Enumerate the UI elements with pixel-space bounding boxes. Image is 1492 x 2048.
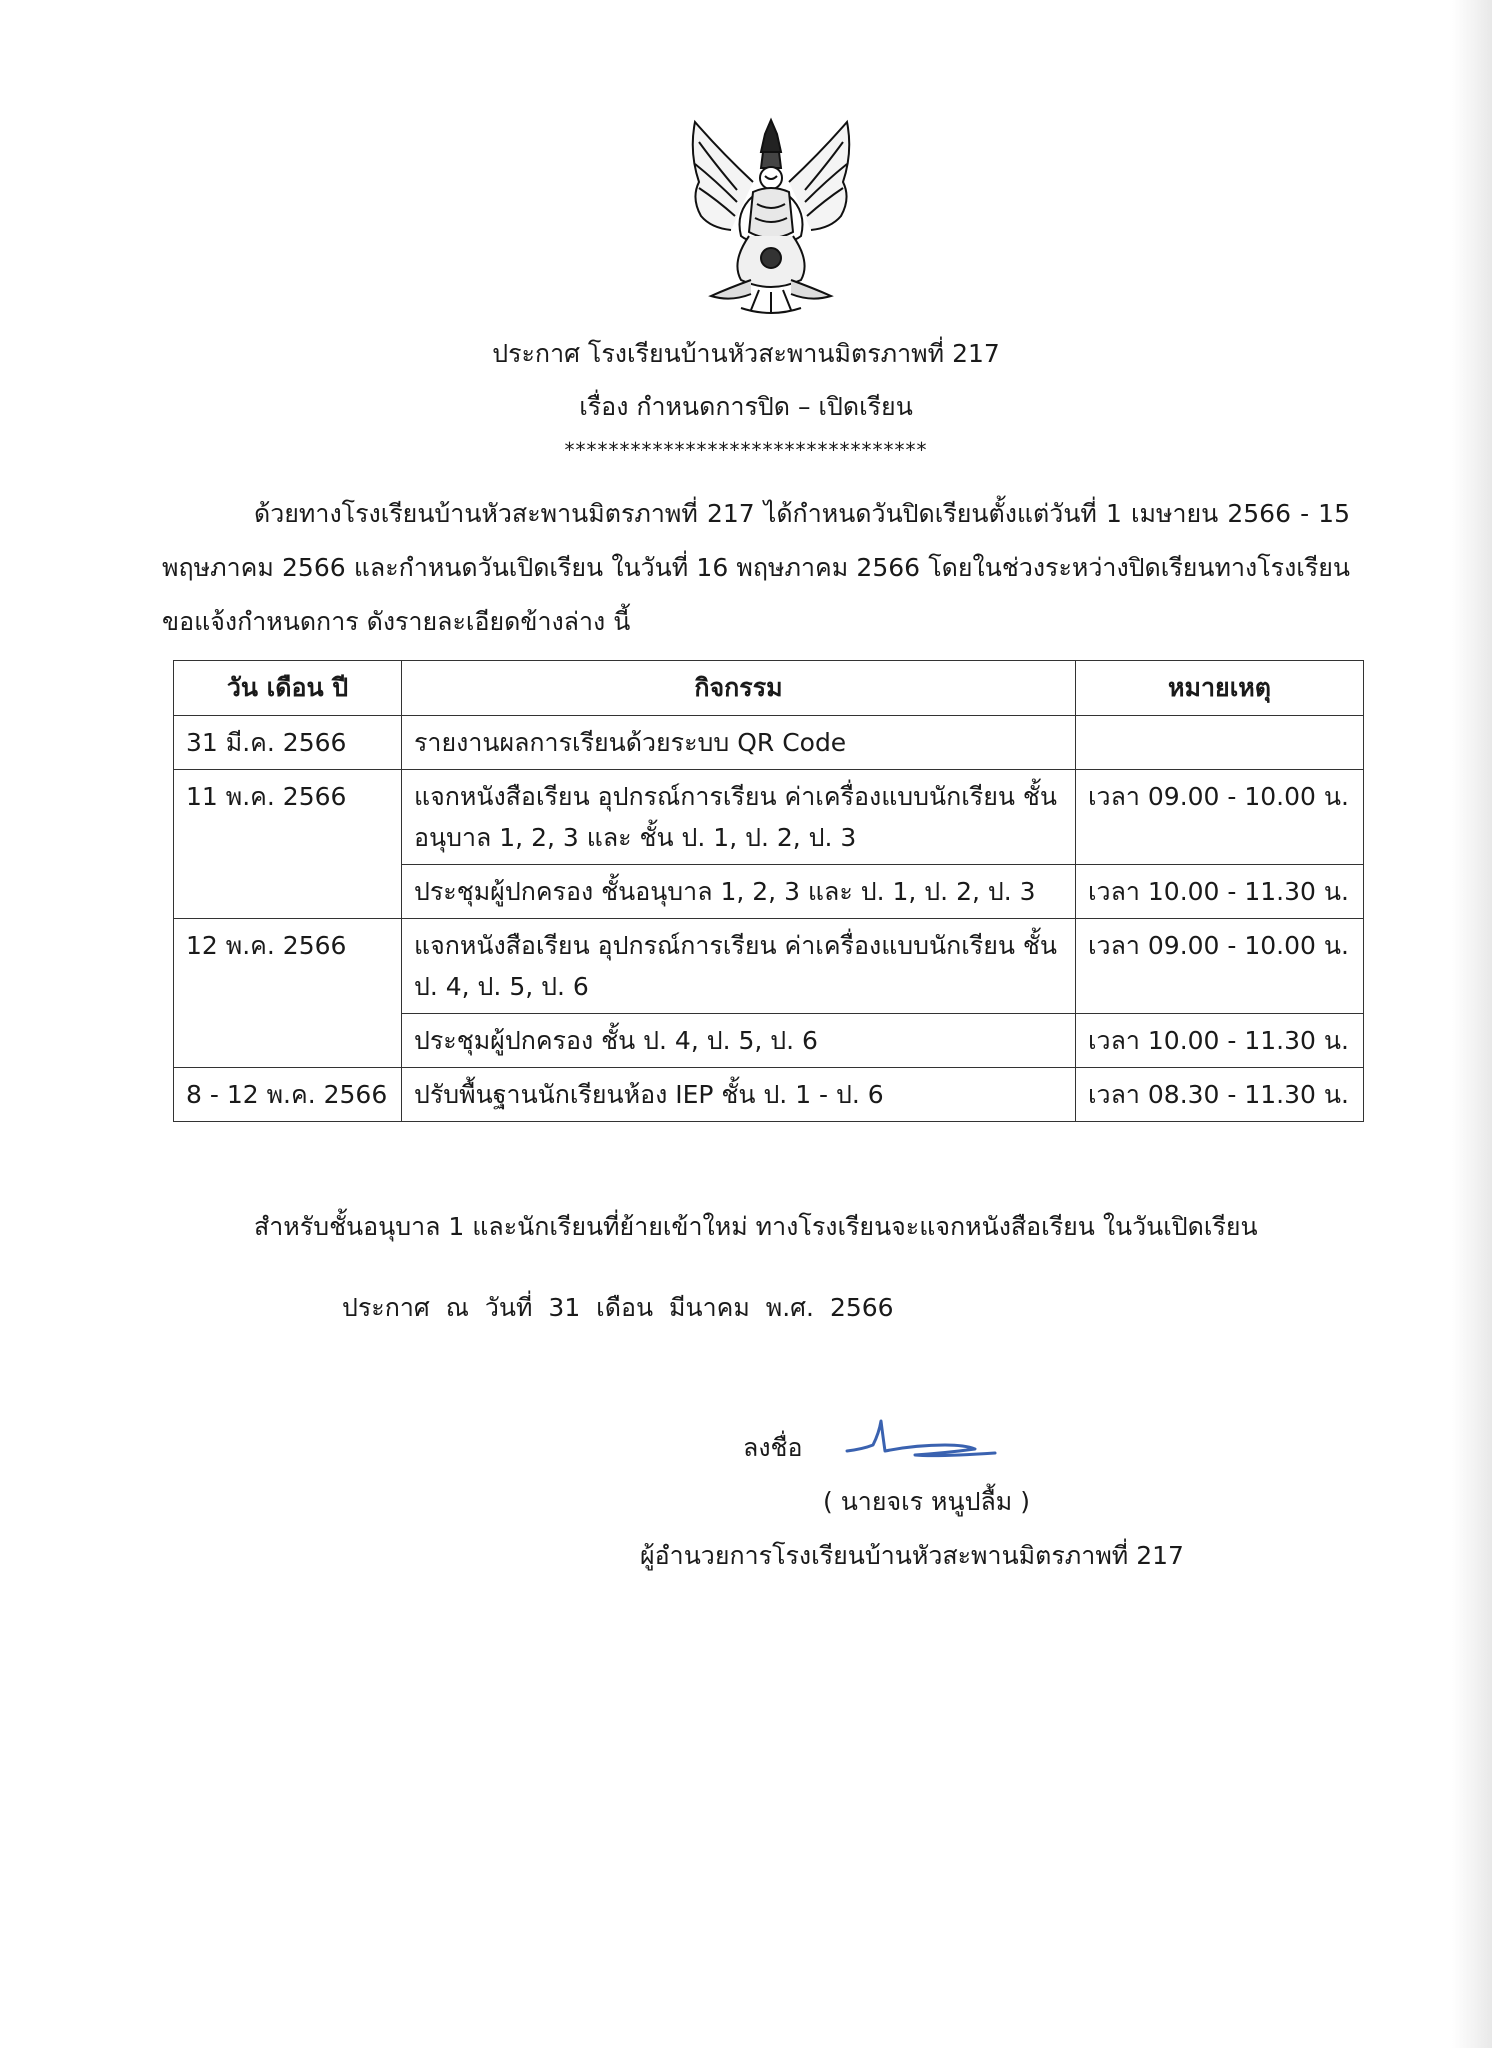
header-note: หมายเหตุ: [1076, 661, 1364, 716]
table-header-row: [174, 661, 1364, 716]
row-activity: แจกหนังสือเรียน อุปกรณ์การเรียน ค่าเครื่องแบบนักเรียน ชั้น อนุบาล 1, 2, 3 และ ชั้น ป. 1, ป. 2, ป. 3: [402, 770, 1076, 865]
garuda-emblem-icon: [681, 112, 861, 317]
row-activity: แจกหนังสือเรียน อุปกรณ์การเรียน ค่าเครื่องแบบนักเรียน ชั้น ป. 4, ป. 5, ป. 6: [402, 919, 1076, 1014]
row-note: [1076, 716, 1364, 770]
separator-stars: *********************************: [564, 438, 928, 462]
header-activity: กิจกรรม: [402, 661, 1076, 716]
page-edge-shadow: [1452, 0, 1492, 2048]
row-activity: รายงานผลการเรียนด้วยระบบ QR Code: [402, 716, 1076, 770]
row-note: เวลา 10.00 - 11.30 น.: [1076, 1014, 1364, 1068]
row-activity: ประชุมผู้ปกครอง ชั้น ป. 4, ป. 5, ป. 6: [402, 1014, 1076, 1068]
table-row: [174, 1068, 1364, 1122]
announcement-date: ประกาศ ณ วันที่ 31 เดือน มีนาคม พ.ศ. 2566: [342, 1293, 894, 1322]
signature-image: [845, 1415, 1005, 1465]
row-date: 31 มี.ค. 2566: [174, 716, 402, 770]
row-date: 8 - 12 พ.ค. 2566: [174, 1068, 402, 1122]
table-row: [174, 770, 1364, 865]
announcement-title: ประกาศ โรงเรียนบ้านหัวสะพานมิตรภาพที่ 217: [492, 339, 1000, 368]
row-note: เวลา 10.00 - 11.30 น.: [1076, 865, 1364, 919]
announcement-subject: เรื่อง กำหนดการปิด – เปิดเรียน: [579, 392, 913, 421]
row-note: เวลา 09.00 - 10.00 น.: [1076, 919, 1364, 1014]
row-date: 12 พ.ค. 2566: [174, 919, 402, 1068]
sign-label: ลงชื่อ: [743, 1433, 803, 1462]
row-note: เวลา 08.30 - 11.30 น.: [1076, 1068, 1364, 1122]
footer-note: สำหรับชั้นอนุบาล 1 และนักเรียนที่ย้ายเข้าใหม่ ทางโรงเรียนจะแจกหนังสือเรียน ในวันเปิดเรียน: [254, 1212, 1258, 1241]
schedule-table: [173, 660, 1364, 1122]
table-row: [174, 919, 1364, 1014]
row-activity: ปรับพื้นฐานนักเรียนห้อง IEP ชั้น ป. 1 - ป. 6: [402, 1068, 1076, 1122]
signer-name: ( นายจเร หนูปลื้ม ): [823, 1487, 1030, 1516]
body-paragraph: ด้วยทางโรงเรียนบ้านหัวสะพานมิตรภาพที่ 217 ได้กำหนดวันปิดเรียนตั้งแต่วันที่ 1 เมษายน 2566 - 15 พฤษภาคม 2566 และกำหนดวันเปิดเรียน ในวันที่ 16 พฤษภาคม 2566 โดยในช่วงระหว่างปิดเรียนทางโรงเรียนขอแจ้งกำหนดการ ดังรายละเอียดข้างล่าง นี้: [162, 499, 1350, 636]
row-date: 11 พ.ค. 2566: [174, 770, 402, 919]
signer-position: ผู้อำนวยการโรงเรียนบ้านหัวสะพานมิตรภาพที่ 217: [640, 1541, 1184, 1570]
header-date: วัน เดือน ปี: [174, 661, 402, 716]
row-note: เวลา 09.00 - 10.00 น.: [1076, 770, 1364, 865]
table-row: [174, 716, 1364, 770]
row-activity: ประชุมผู้ปกครอง ชั้นอนุบาล 1, 2, 3 และ ป. 1, ป. 2, ป. 3: [402, 865, 1076, 919]
